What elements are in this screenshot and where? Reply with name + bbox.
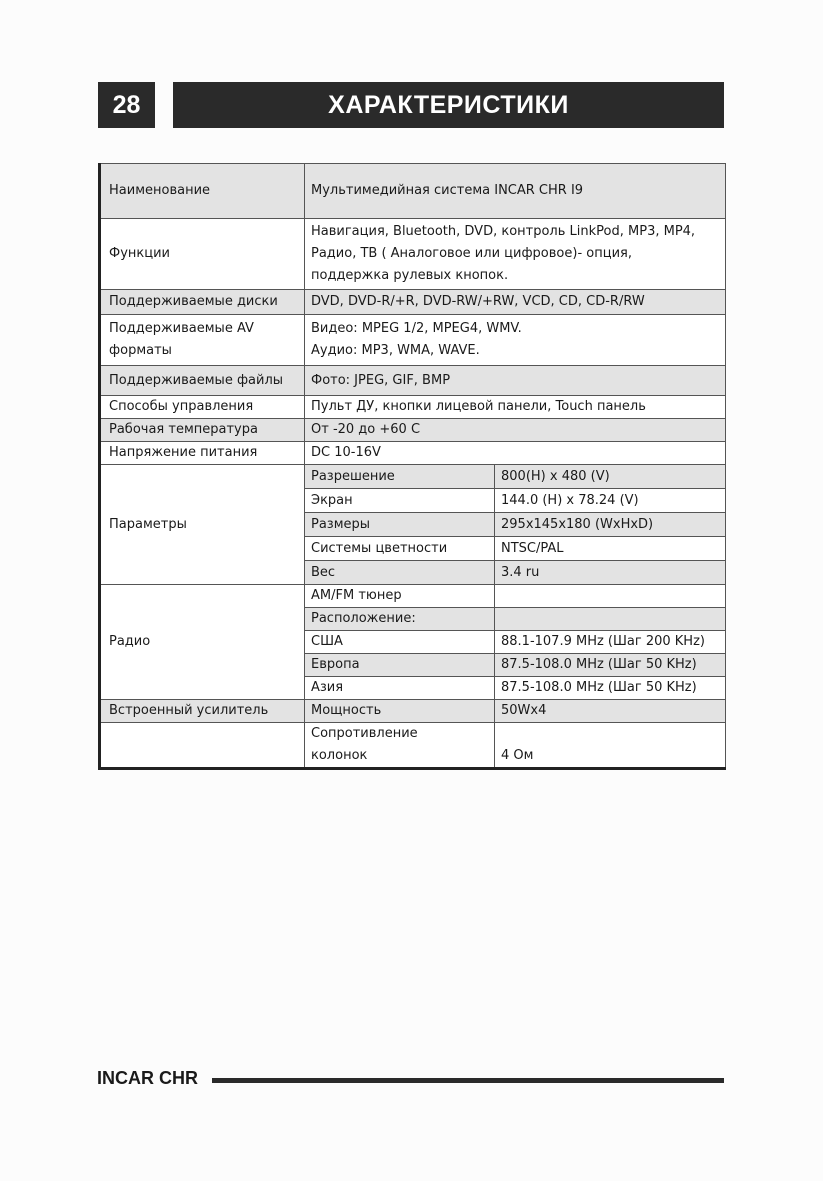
amp-power-label: Мощность bbox=[305, 700, 495, 723]
table-row bbox=[100, 396, 726, 419]
table-row bbox=[100, 585, 726, 608]
table-row bbox=[100, 419, 726, 442]
av-value-line: Аудио: MP3, WMA, WAVE. bbox=[311, 343, 480, 358]
table-row bbox=[100, 164, 726, 219]
table-row bbox=[100, 723, 726, 769]
page-number: 28 bbox=[98, 82, 155, 128]
radio-value bbox=[495, 585, 726, 608]
page-title: ХАРАКТЕРИСТИКИ bbox=[173, 82, 724, 128]
empty-cell bbox=[100, 723, 305, 769]
radio-value: 87.5-108.0 MHz (Шаг 50 KHz) bbox=[495, 677, 726, 700]
spec-voltage-value: DC 10-16V bbox=[305, 442, 726, 465]
param-value: NTSC/PAL bbox=[495, 537, 726, 561]
spec-control-value: Пульт ДУ, кнопки лицевой панели, Touch панель bbox=[305, 396, 726, 419]
param-name: Размеры bbox=[305, 513, 495, 537]
param-value: 3.4 ru bbox=[495, 561, 726, 585]
specs-table bbox=[98, 163, 726, 770]
footer-brand: INCAR CHR bbox=[97, 1068, 198, 1088]
spec-av-value bbox=[305, 315, 726, 366]
av-label-line: Поддерживаемые AV bbox=[109, 321, 254, 336]
functions-line: поддержка рулевых кнопок. bbox=[311, 268, 509, 283]
spec-name-label: Наименование bbox=[100, 164, 305, 219]
spec-temp-value: От -20 до +60 С bbox=[305, 419, 726, 442]
table-row bbox=[100, 442, 726, 465]
radio-name: Расположение: bbox=[305, 608, 495, 631]
param-value: 144.0 (H) x 78.24 (V) bbox=[495, 489, 726, 513]
table-row bbox=[100, 465, 726, 489]
functions-line: Радио, ТВ ( Аналоговое или цифровое)- опция, bbox=[311, 246, 632, 261]
table-row bbox=[100, 219, 726, 290]
spec-files-value: Фото: JPEG, GIF, BMP bbox=[305, 366, 726, 396]
impedance-label-line: Сопротивление bbox=[311, 726, 418, 741]
radio-name: Европа bbox=[305, 654, 495, 677]
functions-line: Навигация, Bluetooth, DVD, контроль LinkPod, MP3, MP4, bbox=[311, 224, 696, 239]
spec-functions-value bbox=[305, 219, 726, 290]
spec-name-value: Мультимедийная система INCAR CHR I9 bbox=[305, 164, 726, 219]
spec-amp-label: Встроенный усилитель bbox=[100, 700, 305, 723]
spec-discs-value: DVD, DVD-R/+R, DVD-RW/+RW, VCD, CD, CD-R/RW bbox=[305, 290, 726, 315]
spec-temp-label: Рабочая температура bbox=[100, 419, 305, 442]
param-name: Разрешение bbox=[305, 465, 495, 489]
param-name: Экран bbox=[305, 489, 495, 513]
av-value-line: Видео: MPEG 1/2, MPEG4, WMV. bbox=[311, 321, 522, 336]
param-value: 800(H) x 480 (V) bbox=[495, 465, 726, 489]
table-row bbox=[100, 366, 726, 396]
radio-value: 87.5-108.0 MHz (Шаг 50 KHz) bbox=[495, 654, 726, 677]
spec-voltage-label: Напряжение питания bbox=[100, 442, 305, 465]
spec-control-label: Способы управления bbox=[100, 396, 305, 419]
spec-radio-label: Радио bbox=[100, 585, 305, 700]
table-row bbox=[100, 315, 726, 366]
radio-name: США bbox=[305, 631, 495, 654]
radio-value: 88.1-107.9 MHz (Шаг 200 KHz) bbox=[495, 631, 726, 654]
table-row bbox=[100, 290, 726, 315]
param-name: Системы цветности bbox=[305, 537, 495, 561]
spec-files-label: Поддерживаемые файлы bbox=[100, 366, 305, 396]
impedance-label-line: колонок bbox=[311, 748, 368, 763]
spec-discs-label: Поддерживаемые диски bbox=[100, 290, 305, 315]
param-name: Вес bbox=[305, 561, 495, 585]
impedance-label bbox=[305, 723, 495, 769]
spec-params-label: Параметры bbox=[100, 465, 305, 585]
footer-rule bbox=[212, 1078, 724, 1083]
param-value: 295x145x180 (WxHxD) bbox=[495, 513, 726, 537]
spec-av-label bbox=[100, 315, 305, 366]
av-label-line: форматы bbox=[109, 343, 172, 358]
radio-name: AM/FM тюнер bbox=[305, 585, 495, 608]
table-row bbox=[100, 700, 726, 723]
amp-power-value: 50Wx4 bbox=[495, 700, 726, 723]
spec-functions-label: Функции bbox=[100, 219, 305, 290]
impedance-value: 4 Ом bbox=[495, 723, 726, 769]
radio-value bbox=[495, 608, 726, 631]
radio-name: Азия bbox=[305, 677, 495, 700]
